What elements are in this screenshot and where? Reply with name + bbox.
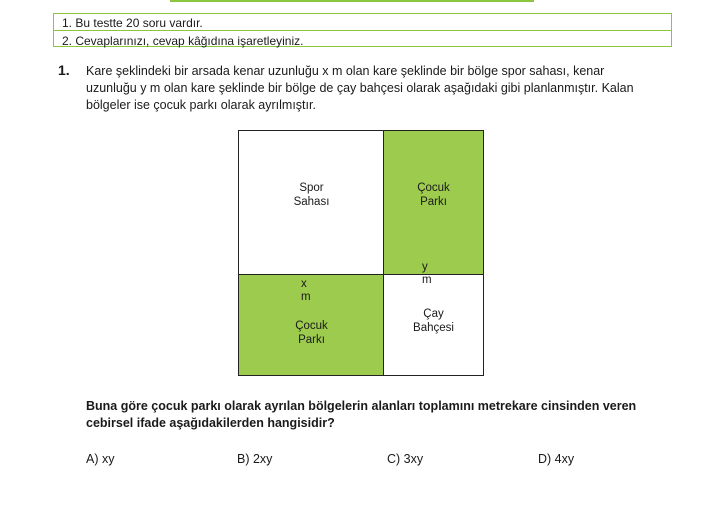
choice-a[interactable]: A) xy [86, 452, 115, 466]
park-label-line-2: Parkı [420, 196, 447, 208]
question-number: 1. [58, 62, 70, 78]
instruction-line-2: 2. Cevaplarınızı, cevap kâğıdına işaretleyiniz. [62, 34, 304, 48]
question-text [86, 63, 686, 114]
cay-label-line-1: Çay [423, 308, 444, 320]
park-label-line-2: Parkı [298, 334, 325, 346]
cocuk-parki-region-top [383, 130, 484, 276]
y-dimension-label: y m [422, 261, 432, 286]
choice-b[interactable]: B) 2xy [237, 452, 273, 466]
spor-label-line-2: Sahası [293, 196, 330, 208]
question-prompt-line: cebirsel ifade aşağıdakilerden hangisidir? [86, 416, 335, 430]
x-dimension-label: x m [301, 278, 311, 303]
park-label-line-1: Çocuk [417, 182, 450, 194]
instructions-box [53, 13, 672, 47]
spor-label-line-1: Spor [299, 182, 324, 194]
choice-c[interactable]: C) 3xy [387, 452, 424, 466]
question-text-line: Kare şeklindeki bir arsada kenar uzunluğu x m olan kare şeklinde bir bölge spor sahası, kenar [86, 64, 605, 78]
question-prompt [86, 398, 686, 432]
cocuk-parki-region-bottom [238, 274, 385, 376]
top-rule [170, 0, 534, 2]
spor-sahasi-region [238, 130, 385, 276]
cay-label-line-2: Bahçesi [413, 322, 454, 334]
instruction-line-1: 1. Bu testte 20 soru vardır. [62, 16, 203, 30]
question-prompt-line: Buna göre çocuk parkı olarak ayrılan bölgelerin alanları toplamını metrekare cinsinden veren [86, 399, 637, 413]
question-text-line: uzunluğu y m olan kare şeklinde bir bölge de çay bahçesi olarak aşağıdaki gibi planlanmıştır. Kalan [86, 81, 634, 95]
park-label-line-1: Çocuk [295, 320, 328, 332]
question-text-line: bölgeler ise çocuk parkı olarak ayrılmıştır. [86, 98, 316, 112]
choice-d[interactable]: D) 4xy [538, 452, 575, 466]
cay-bahcesi-region [383, 274, 484, 376]
instructions-divider [54, 30, 671, 31]
